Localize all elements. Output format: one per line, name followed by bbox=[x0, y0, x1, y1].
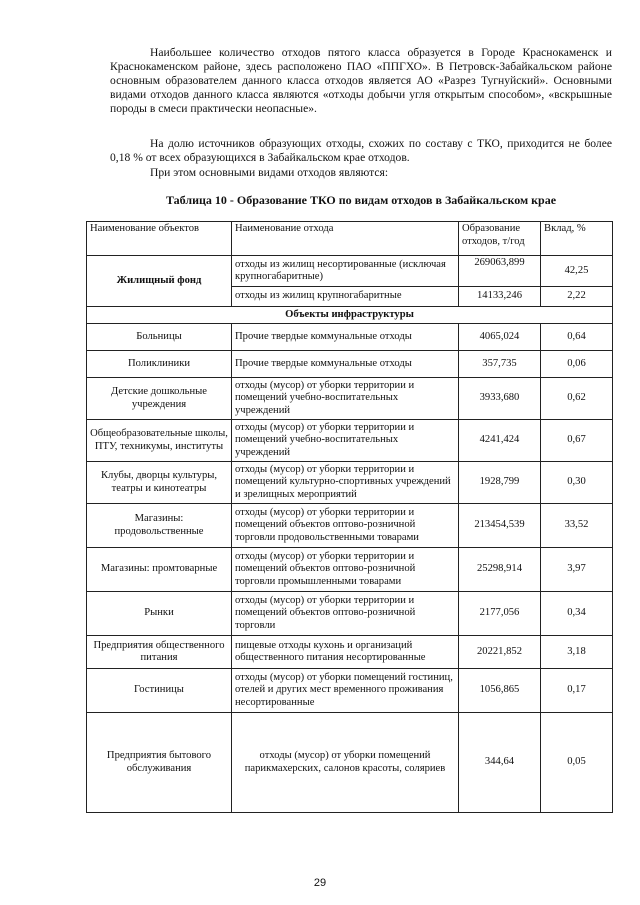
page-number: 29 bbox=[313, 877, 327, 889]
cell-waste: отходы (мусор) от уборки территории и помещений культурно-спортивных учреждений и зрелищных мероприятий bbox=[232, 462, 459, 504]
cell-share: 0,05 bbox=[541, 713, 613, 813]
cell-amount: 20221,852 bbox=[459, 636, 541, 669]
cell-share: 0,67 bbox=[541, 420, 613, 462]
table-row bbox=[87, 324, 613, 351]
paragraph-tko-share: На долю источников образующих отходы, схожих по составу с ТКО, приходится не более 0,18 % от всех образующихся в Забайкальском крае отходов. bbox=[110, 137, 612, 164]
table-row bbox=[87, 378, 613, 420]
table-row bbox=[87, 592, 613, 636]
cell-share: 0,34 bbox=[541, 592, 613, 636]
cell-waste: отходы (мусор) от уборки территории и помещений объектов оптово-розничной торговли промышленными товарами bbox=[232, 548, 459, 592]
cell-object: Магазины: продовольственные bbox=[87, 504, 232, 548]
cell-amount: 2177,056 bbox=[459, 592, 541, 636]
cell-waste: отходы (мусор) от уборки территории и помещений учебно-воспитательных учреждений bbox=[232, 420, 459, 462]
cell-amount: 269063,899 bbox=[459, 256, 541, 287]
section-header: Объекты инфраструктуры bbox=[87, 307, 613, 324]
table-row bbox=[87, 462, 613, 504]
cell-share: 3,18 bbox=[541, 636, 613, 669]
header-waste: Наименование отхода bbox=[232, 222, 459, 256]
cell-waste: отходы (мусор) от уборки территории и помещений учебно-воспитательных учреждений bbox=[232, 378, 459, 420]
cell-object: Гостиницы bbox=[87, 669, 232, 713]
table-header-row bbox=[87, 222, 613, 256]
cell-object: Магазины: промтоварные bbox=[87, 548, 232, 592]
table-row bbox=[87, 256, 613, 287]
cell-share: 2,22 bbox=[541, 287, 613, 307]
header-object: Наименование объектов bbox=[87, 222, 232, 256]
table-title: Таблица 10 - Образование ТКО по видам отходов в Забайкальском крае bbox=[165, 193, 557, 207]
cell-amount: 1928,799 bbox=[459, 462, 541, 504]
cell-waste: отходы (мусор) от уборки помещений гостиниц, отелей и других мест временного проживания несортированные bbox=[232, 669, 459, 713]
header-share: Вклад, % bbox=[541, 222, 613, 256]
cell-share: 0,06 bbox=[541, 351, 613, 378]
table-row bbox=[87, 504, 613, 548]
cell-share: 33,52 bbox=[541, 504, 613, 548]
cell-object: Больницы bbox=[87, 324, 232, 351]
table-row bbox=[87, 669, 613, 713]
paragraph-class5-waste: Наибольшее количество отходов пятого класса образуется в Городе Краснокаменск и Краснокаменском районе, здесь расположено ПАО «ППГХО». В Петровск-Забайкальском районе основным образователем данного класса отходов является АО «Разрез Тугнуйский». Основными видами отходов данного класса являются «отходы добычи угля открытым способом», «вскрышные породы в смеси практически неопасные». bbox=[110, 46, 612, 115]
table-row bbox=[87, 548, 613, 592]
cell-waste: отходы (мусор) от уборки территории и помещений объектов оптово-розничной торговли продовольственными товарами bbox=[232, 504, 459, 548]
cell-amount: 357,735 bbox=[459, 351, 541, 378]
cell-amount: 4241,424 bbox=[459, 420, 541, 462]
cell-waste: Прочие твердые коммунальные отходы bbox=[232, 351, 459, 378]
cell-share: 3,97 bbox=[541, 548, 613, 592]
cell-share: 42,25 bbox=[541, 256, 613, 287]
header-amount: Образование отходов, т/год bbox=[459, 222, 541, 256]
cell-amount: 344,64 bbox=[459, 713, 541, 813]
table-row bbox=[87, 420, 613, 462]
cell-object: Поликлиники bbox=[87, 351, 232, 378]
cell-amount: 3933,680 bbox=[459, 378, 541, 420]
cell-object: Рынки bbox=[87, 592, 232, 636]
table-row bbox=[87, 636, 613, 669]
cell-waste: отходы из жилищ крупногабаритные bbox=[232, 287, 459, 307]
cell-waste: пищевые отходы кухонь и организаций общественного питания несортированные bbox=[232, 636, 459, 669]
cell-amount: 25298,914 bbox=[459, 548, 541, 592]
cell-object: Общеобразовательные школы, ПТУ, техникумы, институты bbox=[87, 420, 232, 462]
cell-waste: отходы из жилищ несортированные (исключая крупногабаритные) bbox=[232, 256, 459, 287]
cell-object: Предприятия бытового обслуживания bbox=[87, 713, 232, 813]
cell-share: 0,30 bbox=[541, 462, 613, 504]
paragraph-main-types: При этом основными видами отходов являются: bbox=[150, 166, 389, 179]
tko-table bbox=[86, 221, 613, 813]
section-row bbox=[87, 307, 613, 324]
cell-object: Жилищный фонд bbox=[87, 256, 232, 307]
cell-share: 0,64 bbox=[541, 324, 613, 351]
cell-object: Предприятия общественного питания bbox=[87, 636, 232, 669]
cell-share: 0,17 bbox=[541, 669, 613, 713]
cell-amount: 14133,246 bbox=[459, 287, 541, 307]
cell-share: 0,62 bbox=[541, 378, 613, 420]
cell-object: Клубы, дворцы культуры, театры и кинотеатры bbox=[87, 462, 232, 504]
table-row bbox=[87, 351, 613, 378]
cell-waste: Прочие твердые коммунальные отходы bbox=[232, 324, 459, 351]
cell-waste: отходы (мусор) от уборки помещений парикмахерских, салонов красоты, соляриев bbox=[232, 713, 459, 813]
cell-amount: 4065,024 bbox=[459, 324, 541, 351]
cell-object: Детские дошкольные учреждения bbox=[87, 378, 232, 420]
cell-amount: 213454,539 bbox=[459, 504, 541, 548]
cell-waste: отходы (мусор) от уборки территории и помещений объектов оптово-розничной торговли bbox=[232, 592, 459, 636]
cell-amount: 1056,865 bbox=[459, 669, 541, 713]
table-row bbox=[87, 713, 613, 813]
